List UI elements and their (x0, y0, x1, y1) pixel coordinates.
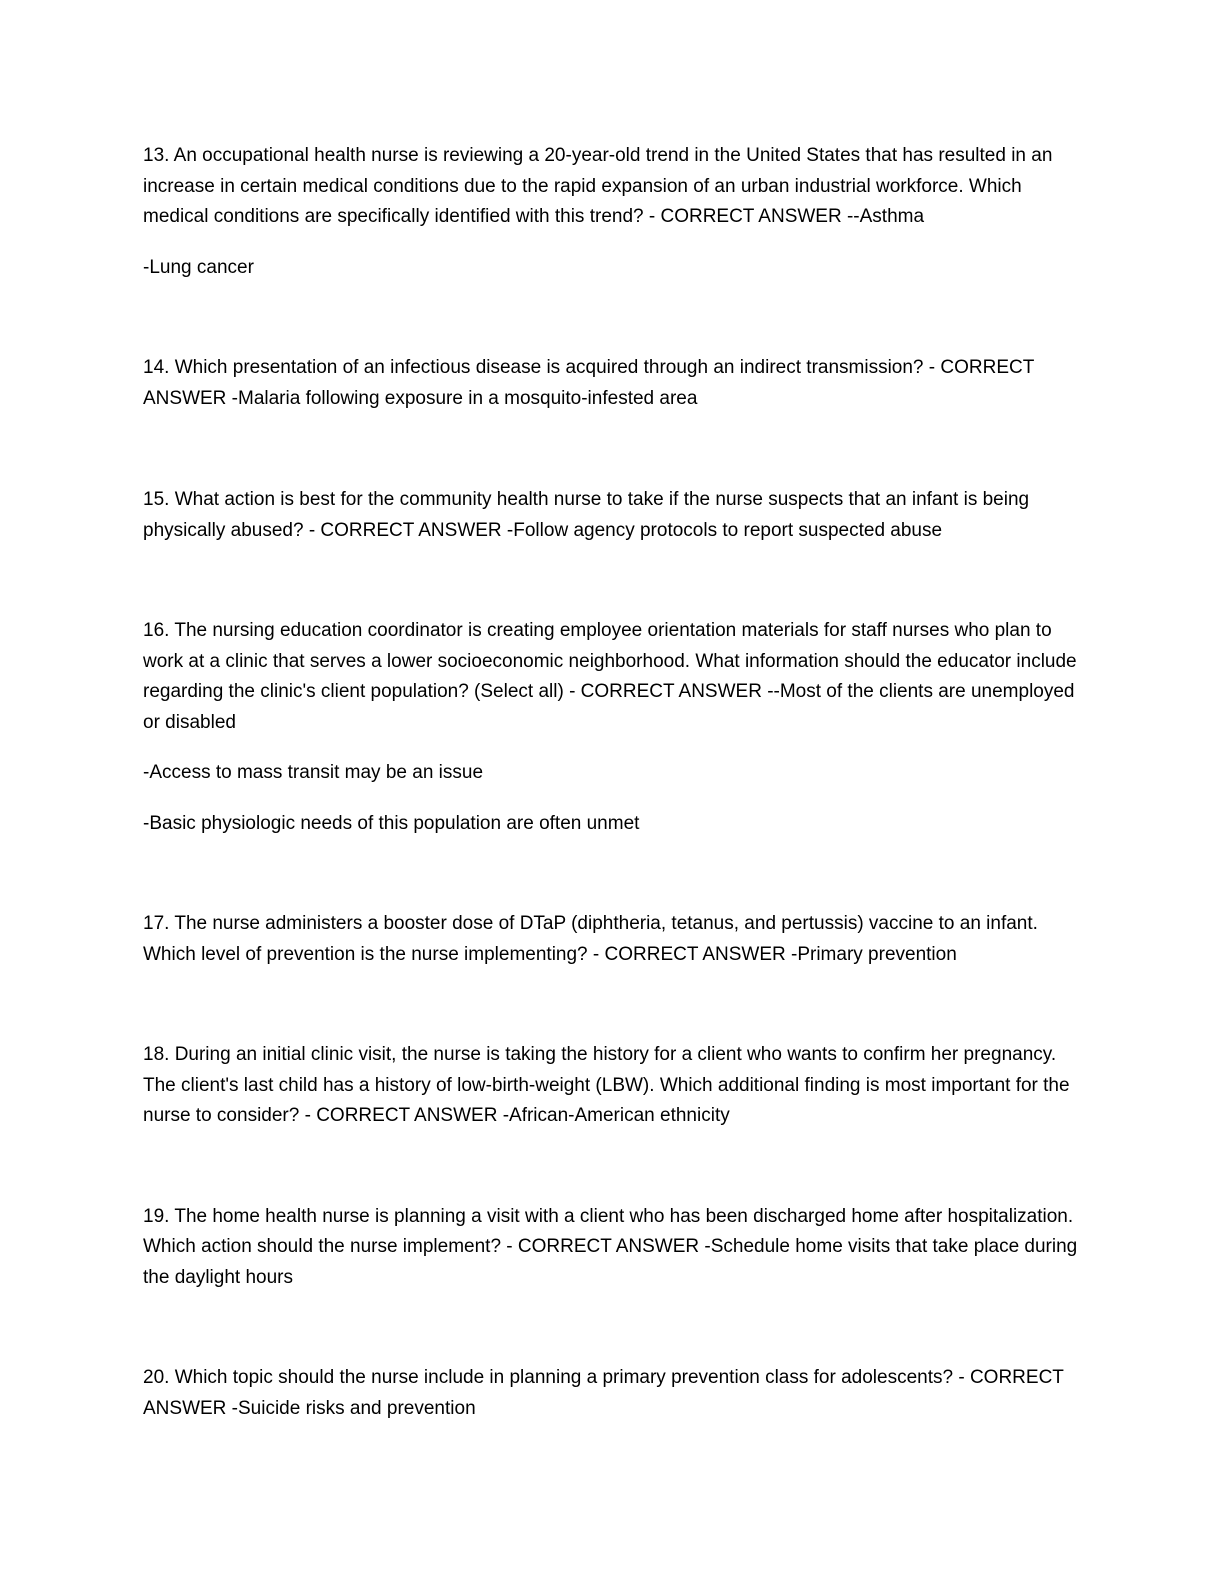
question-19 (143, 1202, 1078, 1294)
question-text: 15. What action is best for the community health nurse to take if the nurse suspects that an infant is being physically abused? - CORRECT ANSWER -Follow agency protocols to report suspected abuse (143, 489, 1030, 541)
question-16 (143, 616, 1078, 839)
question-15 (143, 485, 1078, 546)
question-17 (143, 909, 1078, 970)
question-text: 14. Which presentation of an infectious disease is acquired through an indirect transmission? - CORRECT ANSWER -Malaria following exposure in a mosquito-infested area (143, 357, 1034, 409)
question-text: 16. The nursing education coordinator is creating employee orientation materials for staff nurses who plan to work at a clinic that serves a lower socioeconomic neighborhood. What information should the educator include regarding the clinic's client population? (Select all) - CORRECT ANSWER --Most of the clients are unemployed or disabled (143, 620, 1077, 733)
answer-item: -Basic physiologic needs of this population are often unmet (143, 812, 640, 834)
question-14 (143, 353, 1078, 414)
question-text: 18. During an initial clinic visit, the nurse is taking the history for a client who wants to confirm her pregnancy. The client's last child has a history of low-birth-weight (LBW). Which additional finding is most important for the nurse to consider? - CORRECT ANSWER -African-American ethnicity (143, 1044, 1070, 1126)
question-18 (143, 1040, 1078, 1132)
question-text: 20. Which topic should the nurse include in planning a primary prevention class for adolescents? - CORRECT ANSWER -Suicide risks and prevention (143, 1367, 1064, 1419)
question-text: 19. The home health nurse is planning a visit with a client who has been discharged home after hospitalization. Which action should the nurse implement? - CORRECT ANSWER -Schedule home visits that take place during the daylight hours (143, 1205, 1078, 1288)
question-text: 17. The nurse administers a booster dose of DTaP (diphtheria, tetanus, and pertussis) vaccine to an infant. Which level of prevention is the nurse implementing? - CORRECT ANSWER -Primary prevention (143, 913, 1038, 965)
answer-item: -Access to mass transit may be an issue (143, 762, 484, 783)
answer-item: -Lung cancer (143, 256, 254, 278)
question-text: 13. An occupational health nurse is reviewing a 20-year-old trend in the United States that has resulted in an increase in certain medical conditions due to the rapid expansion of an urban industrial workforce. Which medical conditions are specifically identified with this trend? - CORRECT ANSWER --Asthma (143, 145, 1053, 227)
document-page (143, 141, 1078, 1424)
question-20 (143, 1363, 1078, 1424)
question-13 (143, 141, 1078, 283)
